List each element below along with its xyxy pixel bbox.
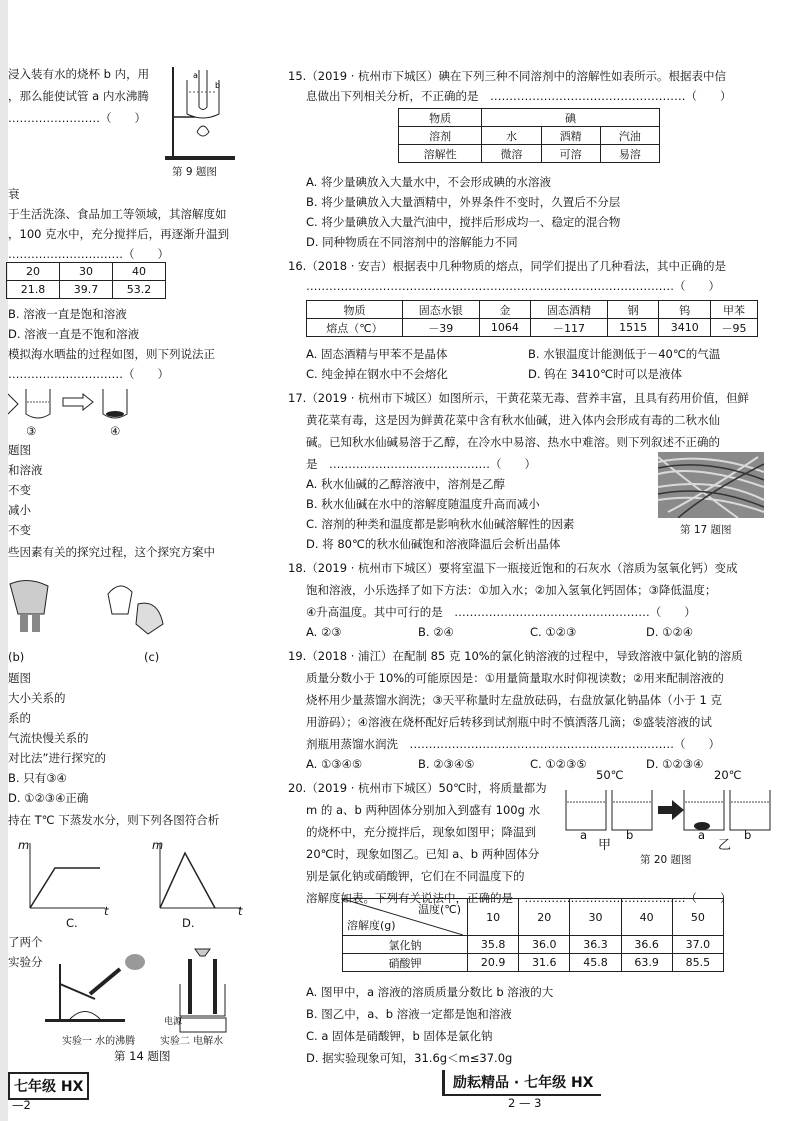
q20-line-1: m 的 a、b 两种固体分别加入到盛有 100g 水 bbox=[306, 803, 541, 817]
fig14-exp1-label: 实验一 水的沸腾 bbox=[62, 1036, 136, 1047]
val: 37.0 bbox=[672, 936, 723, 954]
q18-line-2: ④升高温度。其中可行的是 ……………………………………………（ ） bbox=[306, 605, 696, 619]
cell: 固态水银 bbox=[402, 301, 479, 319]
fig13-label-c: (c) bbox=[144, 650, 160, 664]
left-page-number: —2 bbox=[12, 1098, 31, 1112]
q10-line-3: …………………………（ ） bbox=[8, 247, 169, 261]
q11-tail-0: 题图 bbox=[8, 443, 31, 457]
q20-line-4: 别是氯化钠或硝酸钾，它们在不同温度下的 bbox=[306, 869, 525, 883]
graph-d-ylabel: m bbox=[152, 838, 164, 852]
val: 35.8 bbox=[468, 936, 519, 954]
q20-line-0: 20.（2019 · 杭州市下城区）50℃时，将质量都为 bbox=[288, 781, 547, 795]
q20-table bbox=[342, 898, 724, 972]
q12-tail-1: 大小关系的 bbox=[8, 691, 66, 705]
q18-opt-b: B. ②④ bbox=[418, 625, 454, 639]
corner-temp: 温度(℃) bbox=[418, 903, 461, 916]
q17-line-2: 碱。已知秋水仙碱易溶于乙醇，在冷水中易溶、热水中难溶。则下列叙述不正确的 bbox=[306, 435, 720, 449]
q17-line-0: 17.（2019 · 杭州市下城区）如图所示，干黄花菜无毒、营养丰富，且具有药用价值，但鲜 bbox=[288, 391, 750, 405]
q19-opt-b: B. ②③④⑤ bbox=[418, 757, 475, 771]
cell: 酒精 bbox=[541, 127, 600, 145]
q10-opt-d: D. 溶液一直是不饱和溶液 bbox=[8, 327, 140, 341]
q11-tail-2: 不变 bbox=[8, 483, 31, 497]
cell: 熔点（℃） bbox=[307, 319, 403, 337]
fig20-label-yi: 乙 bbox=[718, 838, 732, 853]
q18-line-0: 18.（2019 · 杭州市下城区）要将室温下一瓶接近饱和的石灰水（溶质为氢氧化钙）变成 bbox=[288, 561, 738, 575]
q17-line-1: 黄花菜有毒，这是因为鲜黄花菜中含有秋水仙碱，进入体内会形成有毒的二秋水仙 bbox=[306, 413, 720, 427]
fig20-beakers bbox=[562, 782, 772, 842]
left-line-2: ，那么能使试管 a 内水沸腾 bbox=[8, 89, 149, 103]
fig20-caption: 第 20 题图 bbox=[640, 854, 692, 866]
q12-tail-2: 系的 bbox=[8, 711, 31, 725]
q20-opt-b: B. 图乙中，a、b 溶液一定都是饱和溶液 bbox=[306, 1007, 512, 1021]
q16-stem-2: ……………………………………………………………………………………（ ） bbox=[306, 279, 720, 293]
graph-c-ylabel: m bbox=[18, 838, 30, 852]
q13-line: 持在 T℃ 下蒸发水分，则下列各图符合析 bbox=[8, 813, 220, 827]
cell: 碘 bbox=[482, 109, 660, 127]
fig14-caption: 第 14 题图 bbox=[114, 1049, 171, 1063]
q17-caption: 第 17 题图 bbox=[680, 524, 732, 536]
q12-tail-4: 对比法”进行探究的 bbox=[8, 751, 106, 765]
cell: 21.8 bbox=[7, 281, 60, 299]
q19-opt-c: C. ①②③⑤ bbox=[530, 757, 587, 771]
val: 31.6 bbox=[519, 954, 570, 972]
q15-opt-d: D. 同种物质在不同溶剂中的溶解能力不同 bbox=[306, 235, 518, 249]
q16-table bbox=[306, 300, 758, 337]
corner-cell bbox=[343, 899, 468, 936]
val: 20.9 bbox=[468, 954, 519, 972]
cell: 39.7 bbox=[60, 281, 113, 299]
q16-stem: 16.（2018 · 安吉）根据表中几种物质的熔点，同学们提出了几种看法，其中正确的是 bbox=[288, 259, 727, 273]
cell: －117 bbox=[531, 319, 608, 337]
fig20-label-jia: 甲 bbox=[598, 838, 612, 853]
q18-opt-d: D. ①②④ bbox=[646, 625, 694, 639]
q19-line-0: 19.（2018 · 浦江）在配制 85 克 10%的氯化钠溶液的过程中，导致溶液中氯化钠的溶质 bbox=[288, 649, 743, 663]
temp-cell: 40 bbox=[621, 899, 672, 936]
q18-opt-c: C. ①②③ bbox=[530, 625, 577, 639]
cell: 水 bbox=[482, 127, 541, 145]
q15-opt-b: B. 将少量碘放入大量酒精中，外界条件不变时，久置后不分层 bbox=[306, 195, 621, 209]
q11-tail-4: 不变 bbox=[8, 523, 31, 537]
q17-opt-d: D. 将 80℃的秋水仙碱饱和溶液降温后会析出晶体 bbox=[306, 537, 561, 551]
cell: 金 bbox=[479, 301, 531, 319]
q11-tail-1: 和溶液 bbox=[8, 463, 43, 477]
fig20-label-b2: b bbox=[744, 828, 752, 842]
fig9-caption: 第 9 题图 bbox=[172, 166, 217, 178]
q19-line-1: 质量分数小于 10%的可能原因是：①用量筒量取水时仰视读数；②用来配制溶液的 bbox=[306, 671, 724, 685]
q16-opt-c: C. 纯金掉在钢水中不会熔化 bbox=[306, 367, 448, 381]
graph-c-label: C. bbox=[66, 916, 78, 930]
corner-sol: 溶解度(g) bbox=[347, 919, 396, 932]
q11-line-1: …………………………（ ） bbox=[8, 367, 169, 381]
cell: 甲苯 bbox=[711, 301, 758, 319]
cell: 微溶 bbox=[482, 145, 541, 163]
cell: 易溶 bbox=[600, 145, 659, 163]
q12-tail-3: 气流快慢关系的 bbox=[8, 731, 89, 745]
q10-line-1: 于生活洗涤、食品加工等领域，其溶解度如 bbox=[8, 207, 227, 221]
fig20-label-a2: a bbox=[698, 828, 706, 842]
cell: 汽油 bbox=[600, 127, 659, 145]
q20-opt-d: D. 据实验现象可知，31.6g＜m≤37.0g bbox=[306, 1051, 513, 1065]
cell: －95 bbox=[711, 319, 758, 337]
q10-line-2: ，100 克水中，充分搅拌后，再逐渐升温到 bbox=[8, 227, 230, 241]
beaker-label-4: ④ bbox=[110, 424, 121, 438]
q20-line-2: 的烧杯中，充分搅拌后，现象如图甲；降温到 bbox=[306, 825, 536, 839]
q19-line-3: 用游码）；④溶液在烧杯配好后转移到试剂瓶中时不慎洒落几滴；⑤盛装溶液的试 bbox=[306, 715, 712, 729]
q16-opt-d: D. 钨在 3410℃时可以是液体 bbox=[528, 367, 683, 381]
q20-line-3: 20℃时，现象如图乙。已知 a、b 两种固体分 bbox=[306, 847, 540, 861]
cell: 3410 bbox=[659, 319, 711, 337]
q10-line-0: 衰 bbox=[8, 187, 20, 201]
book-spine bbox=[0, 0, 8, 1121]
q15-opt-c: C. 将少量碘放入大量汽油中，搅拌后形成均一、稳定的混合物 bbox=[306, 215, 621, 229]
val: 45.8 bbox=[570, 954, 621, 972]
cell: 20 bbox=[7, 263, 60, 281]
q14-line-0: 了两个 bbox=[8, 935, 43, 949]
q15-opt-a: A. 将少量碘放入大量水中，不会形成碘的水溶液 bbox=[306, 175, 551, 189]
fig13-drawings bbox=[8, 574, 168, 644]
cell: 溶解性 bbox=[399, 145, 482, 163]
cell: 溶剂 bbox=[399, 127, 482, 145]
fig20-label-a1: a bbox=[580, 828, 588, 842]
q11-tail-3: 减小 bbox=[8, 503, 31, 517]
cell: 30 bbox=[60, 263, 113, 281]
q19-line-2: 烧杯用少量蒸馏水润洗；③天平称量时左盘放砝码，右盘放氯化钠晶体（小于 1 克 bbox=[306, 693, 722, 707]
left-line-3: ……………………（ ） bbox=[8, 111, 146, 125]
q16-opt-b: B. 水银温度计能测低于－40℃的气温 bbox=[528, 347, 721, 361]
cell: 钨 bbox=[659, 301, 711, 319]
fig14-experiments bbox=[40, 944, 260, 1034]
val: 36.3 bbox=[570, 936, 621, 954]
footer-brand: 励耘精品 · 七年级 HX bbox=[442, 1070, 601, 1096]
svg-text:a: a bbox=[193, 71, 198, 80]
cell: 53.2 bbox=[113, 281, 166, 299]
graph-d bbox=[150, 838, 250, 918]
cell: 1064 bbox=[479, 319, 531, 337]
q17-opt-b: B. 秋水仙碱在水中的溶解度随温度升高而减小 bbox=[306, 497, 540, 511]
q17-line-3: 是 ……………………………………（ ） bbox=[306, 457, 536, 471]
page-number: 2 — 3 bbox=[508, 1096, 542, 1110]
fig13-label-b: (b) bbox=[8, 650, 25, 664]
q18-opt-a: A. ②③ bbox=[306, 625, 342, 639]
fig20-temp-50: 50℃ bbox=[596, 768, 624, 782]
q10-opt-b: B. 溶液一直是饱和溶液 bbox=[8, 307, 127, 321]
val: 85.5 bbox=[672, 954, 723, 972]
q17-photo-daylily bbox=[658, 452, 764, 518]
val: 63.9 bbox=[621, 954, 672, 972]
cell: －39 bbox=[402, 319, 479, 337]
q17-opt-c: C. 溶剂的种类和温度都是影响秋水仙碱溶解性的因素 bbox=[306, 517, 575, 531]
left-line-1: 浸入装有水的烧杯 b 内，用 bbox=[8, 67, 150, 81]
val: 36.0 bbox=[519, 936, 570, 954]
row-name: 硝酸钾 bbox=[343, 954, 468, 972]
beaker-label-3: ③ bbox=[26, 424, 37, 438]
q19-line-4: 剂瓶用蒸馏水润洗 ……………………………………………………………（ ） bbox=[306, 737, 720, 751]
temp-cell: 20 bbox=[519, 899, 570, 936]
graph-d-label: D. bbox=[182, 916, 195, 930]
q12-tail-5: B. 只有③④ bbox=[8, 771, 67, 785]
fig20-label-b1: b bbox=[626, 828, 634, 842]
q12-tail-6: D. ①②③④正确 bbox=[8, 791, 89, 805]
q12-tail-0: 题图 bbox=[8, 671, 31, 685]
graph-c-xlabel: t bbox=[104, 904, 109, 918]
q20-opt-a: A. 图甲中，a 溶液的溶质质量分数比 b 溶液的大 bbox=[306, 985, 554, 999]
q19-opt-d: D. ①②③④ bbox=[646, 757, 704, 771]
q10-table bbox=[6, 262, 166, 299]
q19-opt-a: A. ①③④⑤ bbox=[306, 757, 363, 771]
q12-line: 些因素有关的探究过程，这个探究方案中 bbox=[8, 545, 215, 559]
q17-opt-a: A. 秋水仙碱的乙醇溶液中，溶剂是乙醇 bbox=[306, 477, 505, 491]
cell: 1515 bbox=[607, 319, 659, 337]
fig20-temp-20: 20℃ bbox=[714, 768, 742, 782]
temp-cell: 30 bbox=[570, 899, 621, 936]
q18-line-1: 饱和溶液，小乐选择了如下方法：①加入水；②加入氢氧化钙固体；③降低温度； bbox=[306, 583, 717, 597]
q20-line-5: 溶解度如表。下列有关说法中，正确的是 ……………………………………（ ） bbox=[306, 891, 732, 905]
fig14-power-label: 电源 bbox=[164, 1017, 183, 1027]
cell: 钢 bbox=[607, 301, 659, 319]
q16-opt-a: A. 固态酒精与甲苯不是晶体 bbox=[306, 347, 448, 361]
row-name: 氯化钠 bbox=[343, 936, 468, 954]
q14-line-1: 实验分 bbox=[8, 955, 43, 969]
val: 36.6 bbox=[621, 936, 672, 954]
q15-stem-2: 息做出下列相关分析，不正确的是 ……………………………………………（ ） bbox=[306, 89, 732, 103]
cell: 物质 bbox=[399, 109, 482, 127]
q20-opt-c: C. a 固体是硝酸钾，b 固体是氯化钠 bbox=[306, 1029, 493, 1043]
q15-stem: 15.（2019 · 杭州市下城区）碘在下列三种不同溶剂中的溶解性如表所示。根据表中信 bbox=[288, 69, 727, 83]
q11-line-0: 模拟海水晒盐的过程如图，则下列说法正 bbox=[8, 347, 215, 361]
temp-cell: 50 bbox=[672, 899, 723, 936]
cell: 可溶 bbox=[541, 145, 600, 163]
fig9-apparatus bbox=[165, 62, 245, 162]
fig14-exp2-label: 实验二 电解水 bbox=[160, 1036, 224, 1047]
temp-cell: 10 bbox=[468, 899, 519, 936]
cell: 固态酒精 bbox=[531, 301, 608, 319]
cell: 物质 bbox=[307, 301, 403, 319]
cell: 40 bbox=[113, 263, 166, 281]
q15-table bbox=[398, 108, 660, 163]
graph-d-xlabel: t bbox=[238, 904, 243, 918]
svg-text:b: b bbox=[215, 81, 221, 90]
left-footer-brand: 七年级 HX bbox=[8, 1072, 89, 1100]
